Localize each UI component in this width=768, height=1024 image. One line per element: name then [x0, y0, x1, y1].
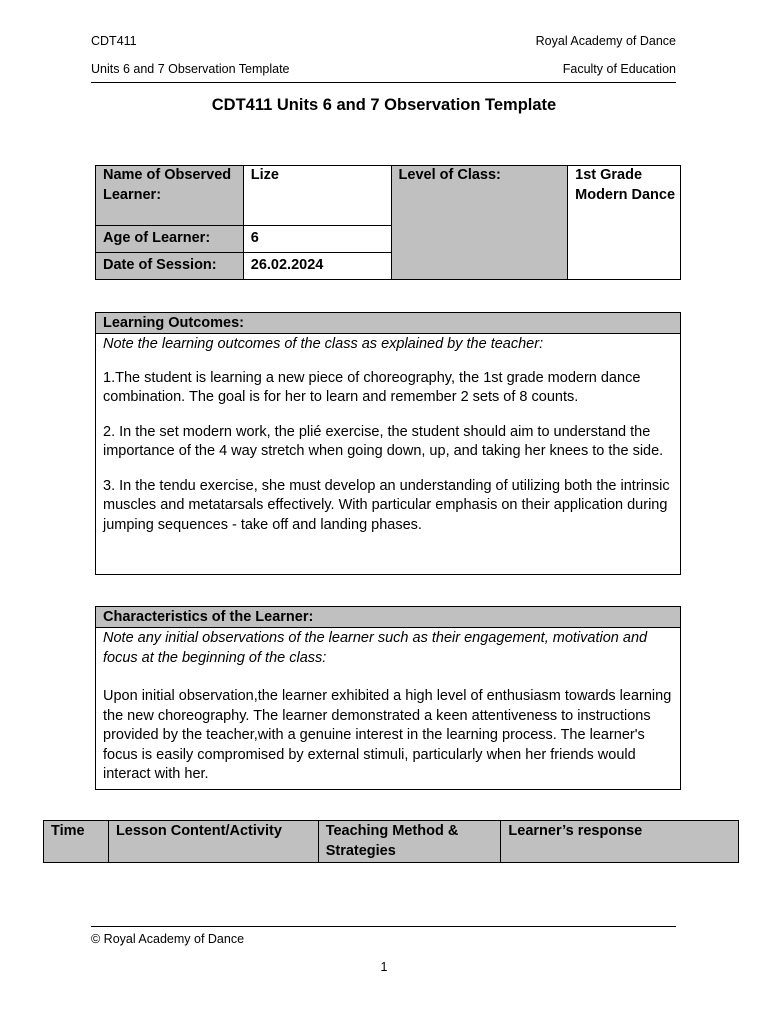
characteristics-heading: Characteristics of the Learner:: [96, 607, 680, 628]
date-value: 26.02.2024: [243, 253, 391, 280]
characteristics-note: Note any initial observations of the learner such as their engagement, motivation and focus at the beginning of the class:: [103, 630, 648, 666]
lesson-header-response: Learner’s response: [501, 821, 739, 863]
level-value: 1st Grade Modern Dance: [568, 166, 681, 280]
learning-outcome-item: 3. In the tendu exercise, she must develop an understanding of utilizing both the intrinsic muscles and metatarsals effectively. With particular emphasis on their application during jumping sequences - take off and landing phases.: [103, 477, 670, 533]
learning-outcome-item: 2. In the set modern work, the plié exercise, the student should aim to understand the importance of the 4 way stretch when going down, up, and taking her knees to the side.: [103, 423, 664, 459]
footer-copyright: © Royal Academy of Dance: [91, 932, 245, 946]
header-divider: [91, 82, 676, 83]
header-organization: Royal Academy of Dance: [535, 34, 676, 48]
name-label: Name of Observed Learner:: [96, 166, 244, 226]
level-label: Level of Class:: [391, 166, 568, 280]
header-course-code: CDT411: [91, 34, 137, 48]
learning-outcome-item: 1.The student is learning a new piece of choreography, the 1st grade modern dance combination. The goal is for her to learn and remember 2 sets of 8 counts.: [103, 369, 641, 405]
lesson-table: [43, 820, 739, 863]
learning-outcomes-heading: Learning Outcomes:: [96, 313, 680, 334]
age-label: Age of Learner:: [96, 226, 244, 253]
age-value: 6: [243, 226, 391, 253]
header-document-name: Units 6 and 7 Observation Template: [91, 62, 290, 76]
learner-info-table: [95, 165, 681, 280]
name-value: Lize: [243, 166, 391, 226]
date-label: Date of Session:: [96, 253, 244, 280]
header-faculty: Faculty of Education: [562, 62, 676, 76]
characteristics-section: [95, 606, 681, 790]
lesson-header-time: Time: [44, 821, 109, 863]
lesson-header-content: Lesson Content/Activity: [108, 821, 318, 863]
characteristics-body: Upon initial observation,the learner exhibited a high level of enthusiasm towards learning the new choreography. The learner demonstrated a keen attentiveness to instructions provided by the teacher,with a genuine interest in the learning process. The learner's focus is easily compromised by external stimuli, particularly when her friends would interact with her.: [103, 688, 672, 782]
page-title: CDT411 Units 6 and 7 Observation Template: [211, 96, 557, 114]
learning-outcomes-section: [95, 312, 681, 575]
lesson-header-method: Teaching Method & Strategies: [318, 821, 501, 863]
footer-divider: [91, 926, 676, 927]
learning-outcomes-note: Note the learning outcomes of the class as explained by the teacher:: [103, 336, 544, 352]
page-number: 1: [380, 960, 388, 974]
